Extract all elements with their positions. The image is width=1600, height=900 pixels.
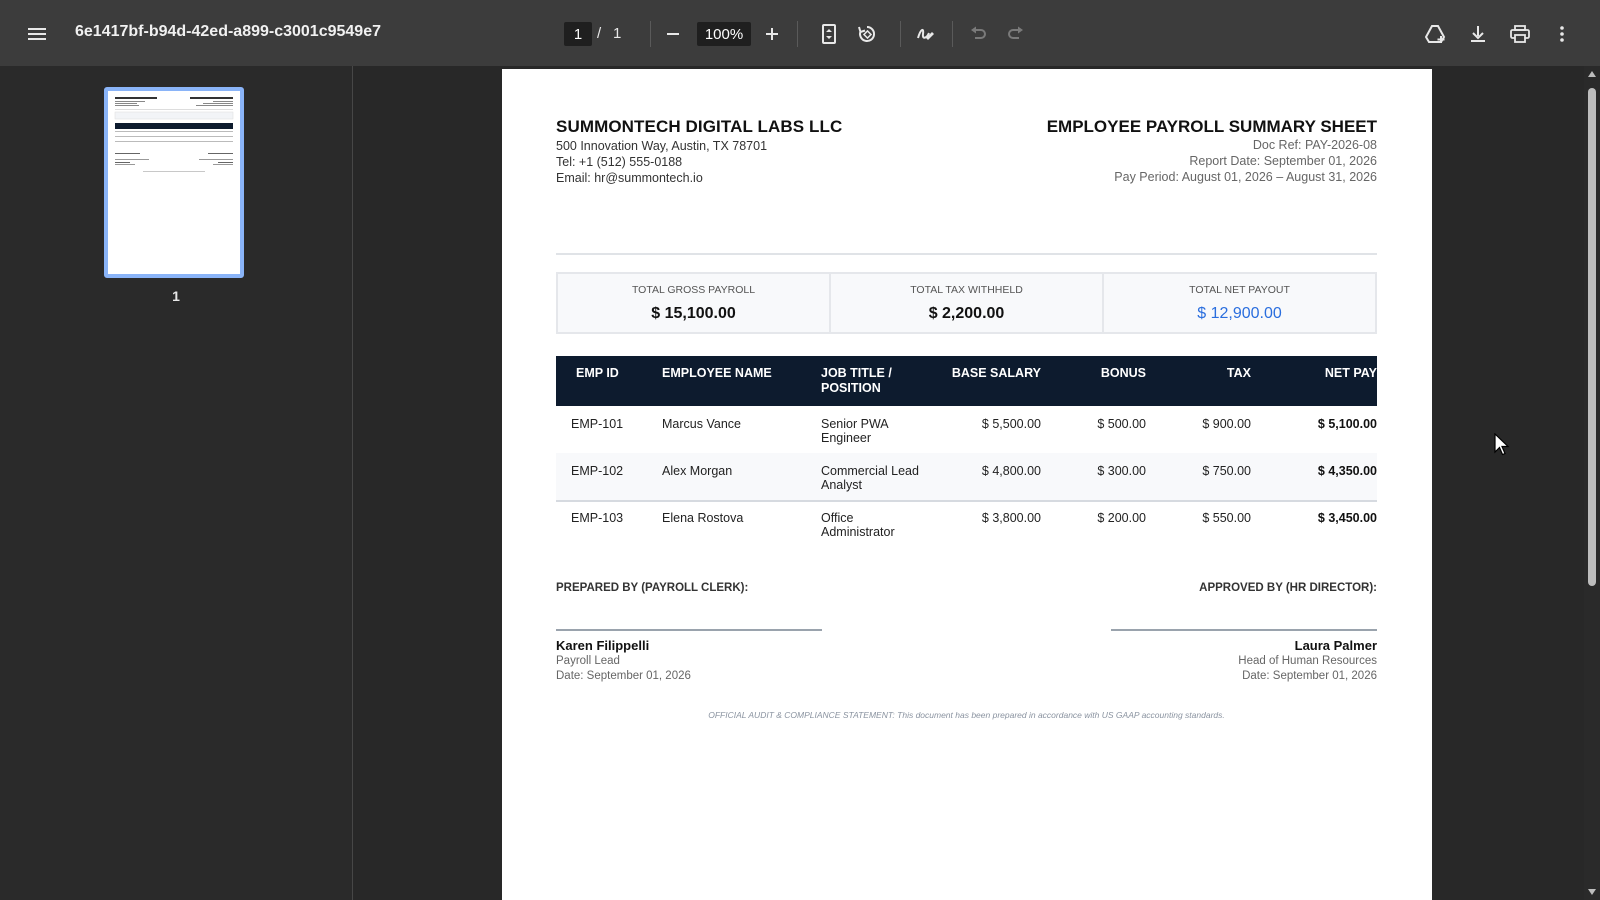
more-icon[interactable]: [1546, 18, 1578, 50]
cell-net-pay: $ 4,350.00: [1317, 464, 1377, 478]
fit-page-icon[interactable]: [813, 18, 845, 50]
table-row: [556, 500, 1377, 547]
pdf-page: [502, 69, 1432, 900]
download-icon[interactable]: [1462, 18, 1494, 50]
column-header: JOB TITLE / POSITION: [821, 366, 892, 395]
undo-icon[interactable]: [962, 18, 994, 50]
summary-net: [1104, 274, 1375, 332]
company-address: 500 Innovation Way, Austin, TX 78701: [556, 139, 768, 153]
summary-label: TOTAL GROSS PAYROLL: [631, 284, 756, 296]
preparer-role: Payroll Lead: [556, 655, 620, 667]
signature-line: [1111, 629, 1377, 631]
payroll-summary: [556, 272, 1377, 334]
company-email: Email: hr@summontech.io: [556, 171, 703, 185]
scroll-up-arrow-icon[interactable]: [1587, 70, 1597, 78]
cell-tax: $ 900.00: [1202, 417, 1251, 431]
column-header: EMPLOYEE NAME: [662, 366, 772, 380]
cell-base-salary: $ 5,500.00: [981, 417, 1041, 431]
summary-label: TOTAL TAX WITHHELD: [910, 284, 1023, 296]
summary-value: $ 15,100.00: [651, 305, 736, 322]
cell-emp-id: EMP-101: [571, 417, 624, 431]
column-header: BASE SALARY: [951, 366, 1041, 380]
approver-role: Head of Human Resources: [1238, 655, 1377, 667]
cell-bonus: $ 300.00: [1097, 464, 1146, 478]
pay-period: Pay Period: August 01, 2026 – August 31, 2026: [1114, 170, 1377, 184]
mouse-cursor-icon: [1494, 433, 1510, 462]
preparer-date: Date: September 01, 2026: [556, 670, 691, 682]
cell-job-title: Commercial Lead Analyst: [821, 464, 919, 492]
column-header: BONUS: [1100, 366, 1146, 380]
toolbar-divider: [900, 21, 901, 47]
cell-job-title: Office Administrator: [821, 511, 895, 539]
pdf-toolbar: [0, 0, 1600, 66]
cell-bonus: $ 200.00: [1097, 511, 1146, 525]
cell-base-salary: $ 3,800.00: [981, 511, 1041, 525]
column-header: EMP ID: [576, 366, 619, 380]
company-name: SUMMONTECH DIGITAL LABS LLC: [556, 117, 843, 136]
zoom-in-icon[interactable]: [756, 18, 788, 50]
cell-emp-id: EMP-103: [571, 511, 624, 525]
zoom-out-icon[interactable]: [657, 18, 689, 50]
cell-employee-name: Elena Rostova: [662, 511, 744, 525]
toolbar-divider: [952, 21, 953, 47]
preparer-name: Karen Filippelli: [556, 638, 650, 653]
summary-tax: [831, 274, 1104, 332]
report-title: EMPLOYEE PAYROLL SUMMARY SHEET: [1046, 117, 1377, 136]
toolbar-divider: [797, 21, 798, 47]
page-separator: /: [597, 25, 602, 42]
column-header: TAX: [1226, 366, 1251, 380]
menu-icon[interactable]: [21, 18, 53, 50]
cell-emp-id: EMP-102: [571, 464, 624, 478]
page-total: 1: [613, 25, 622, 42]
cell-job-title: Senior PWA Engineer: [821, 417, 888, 445]
rotate-icon[interactable]: [851, 18, 883, 50]
cell-net-pay: $ 5,100.00: [1317, 417, 1377, 431]
summary-value: $ 2,200.00: [928, 305, 1005, 322]
cell-net-pay: $ 3,450.00: [1317, 511, 1377, 525]
approver-name: Laura Palmer: [1294, 638, 1377, 653]
cell-tax: $ 550.00: [1202, 511, 1251, 525]
cell-bonus: $ 500.00: [1097, 417, 1146, 431]
print-icon[interactable]: [1504, 18, 1536, 50]
summary-gross: [558, 274, 831, 332]
save-to-drive-icon[interactable]: [1420, 18, 1452, 50]
annotate-icon[interactable]: [910, 18, 942, 50]
toolbar-divider: [650, 21, 651, 47]
column-header: NET PAY: [1324, 366, 1377, 380]
redo-icon[interactable]: [1000, 18, 1032, 50]
table-header: [556, 356, 1377, 406]
audit-statement: OFFICIAL AUDIT & COMPLIANCE STATEMENT: This document has been prepared in accordance with US GAAP accounting standards.: [708, 710, 1225, 720]
signature-line: [556, 629, 822, 631]
scroll-down-arrow-icon[interactable]: [1587, 888, 1597, 896]
report-date: Report Date: September 01, 2026: [1189, 154, 1377, 168]
summary-value: $ 12,900.00: [1197, 305, 1282, 322]
doc-ref: Doc Ref: PAY-2026-08: [1252, 138, 1377, 152]
cell-base-salary: $ 4,800.00: [981, 464, 1041, 478]
cell-tax: $ 750.00: [1202, 464, 1251, 478]
table-row: [556, 453, 1377, 502]
header-divider: [556, 253, 1377, 255]
zoom-level-input[interactable]: 100%: [697, 22, 751, 46]
cell-employee-name: Alex Morgan: [662, 464, 733, 478]
page-thumbnail[interactable]: [104, 87, 244, 278]
page-number-input[interactable]: 1: [564, 22, 592, 46]
cell-employee-name: Marcus Vance: [662, 417, 741, 431]
company-tel: Tel: +1 (512) 555-0188: [556, 155, 683, 169]
scrollbar-thumb[interactable]: [1588, 88, 1596, 586]
summary-label: TOTAL NET PAYOUT: [1189, 284, 1290, 296]
thumbnail-page-number: 1: [172, 288, 180, 304]
approved-by-label: APPROVED BY (HR DIRECTOR):: [1199, 582, 1377, 594]
document-title: 6e1417bf-b94d-42ed-a899-c3001c9549e7: [75, 23, 381, 40]
approver-date: Date: September 01, 2026: [1242, 670, 1377, 682]
table-row: [556, 406, 1377, 455]
prepared-by-label: PREPARED BY (PAYROLL CLERK):: [556, 582, 749, 594]
